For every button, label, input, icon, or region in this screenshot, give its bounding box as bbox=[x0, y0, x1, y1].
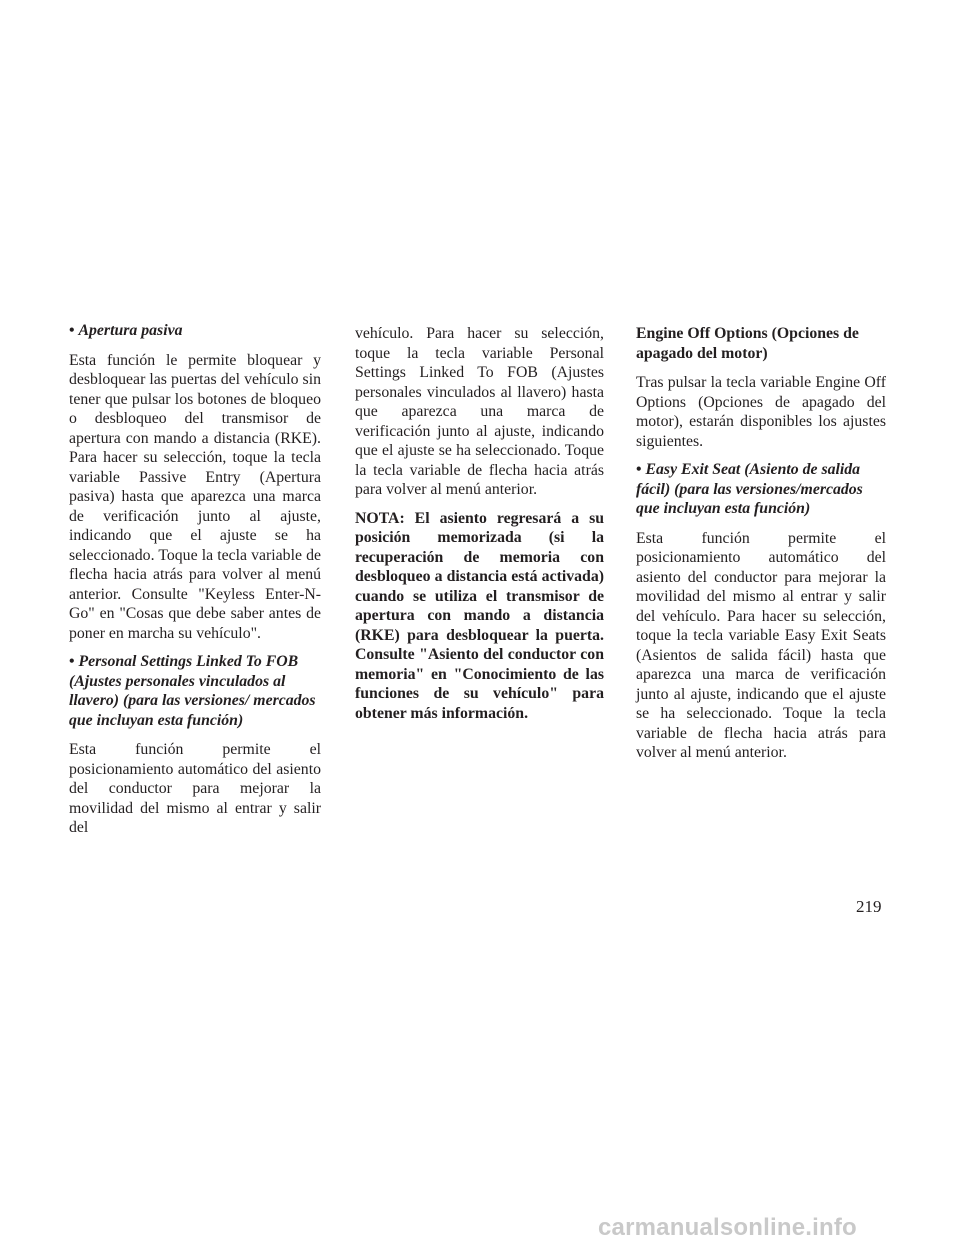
paragraph-continuation: vehículo. Para hacer su selección, toque la tecla variable Personal Settings Linked To FOB (Ajustes personales vinculados al llavero) hasta que aparezca una marca de verificación junto al ajuste, indicando que el ajuste se ha seleccionado. Toque la tecla variable de flecha hacia atrás para volver al menú anterior. bbox=[355, 325, 604, 498]
page-number: 219 bbox=[856, 897, 882, 916]
column-middle bbox=[355, 324, 604, 732]
watermark: carmanualsonline.info bbox=[598, 1214, 857, 1241]
paragraph-engine-off-options: Tras pulsar la tecla variable Engine Off Options (Opciones de apagado del motor), estarán disponibles los ajustes siguientes. bbox=[636, 374, 886, 450]
paragraph-personal-settings: Esta función permite el posicionamiento automático del asiento del conductor para mejorar la movilidad del mismo al entrar y salir del bbox=[69, 741, 321, 836]
subheading-personal-settings: • Personal Settings Linked To FOB (Ajustes personales vinculados al llavero) (para las versiones/ mercados que incluyan esta función) bbox=[69, 652, 321, 730]
column-right bbox=[636, 324, 886, 772]
note-paragraph: NOTA: El asiento regresará a su posición memorizada (si la recuperación de memoria con desbloqueo a distancia está activada) cuando se utiliza el transmisor de apertura con mando a distancia (RKE) para desbloquear la puerta. Consulte "Asiento del conductor con memoria" en "Conocimiento de las funciones de su vehículo" para obtener más información. bbox=[355, 509, 604, 722]
subheading-apertura-pasiva: • Apertura pasiva bbox=[69, 321, 321, 341]
column-left bbox=[69, 321, 321, 847]
subheading-easy-exit-seat: • Easy Exit Seat (Asiento de salida fácil) (para las versiones/mercados que incluyan esta función) bbox=[636, 460, 886, 519]
paragraph-apertura-pasiva: Esta función le permite bloquear y desbloquear las puertas del vehículo sin tener que pulsar los botones de bloqueo o desbloqueo del transmisor de apertura con mando a distancia (RKE). Para hacer su selección, toque la tecla variable Passive Entry (Apertura pasiva) hasta que aparezca una marca de verificación junto al ajuste, indicando que el ajuste se ha seleccionado. Toque la tecla variable de flecha hacia atrás para volver al menú anterior. Consulte "Keyless Enter-N-Go" en "Cosas que debe saber antes de poner en marcha su vehículo". bbox=[69, 351, 321, 642]
paragraph-easy-exit-seat: Esta función permite el posicionamiento automático del asiento del conductor para mejorar la movilidad del mismo al entrar y salir del vehículo. Para hacer su selección, toque la tecla variable Easy Exit Seats (Asientos de salida fácil) hasta que aparezca una marca de verificación junto al ajuste, indicando que el ajuste se ha seleccionado. Toque la tecla variable de flecha hacia atrás para volver al menú anterior. bbox=[636, 529, 886, 761]
heading-engine-off-options: Engine Off Options (Opciones de apagado del motor) bbox=[636, 325, 859, 362]
